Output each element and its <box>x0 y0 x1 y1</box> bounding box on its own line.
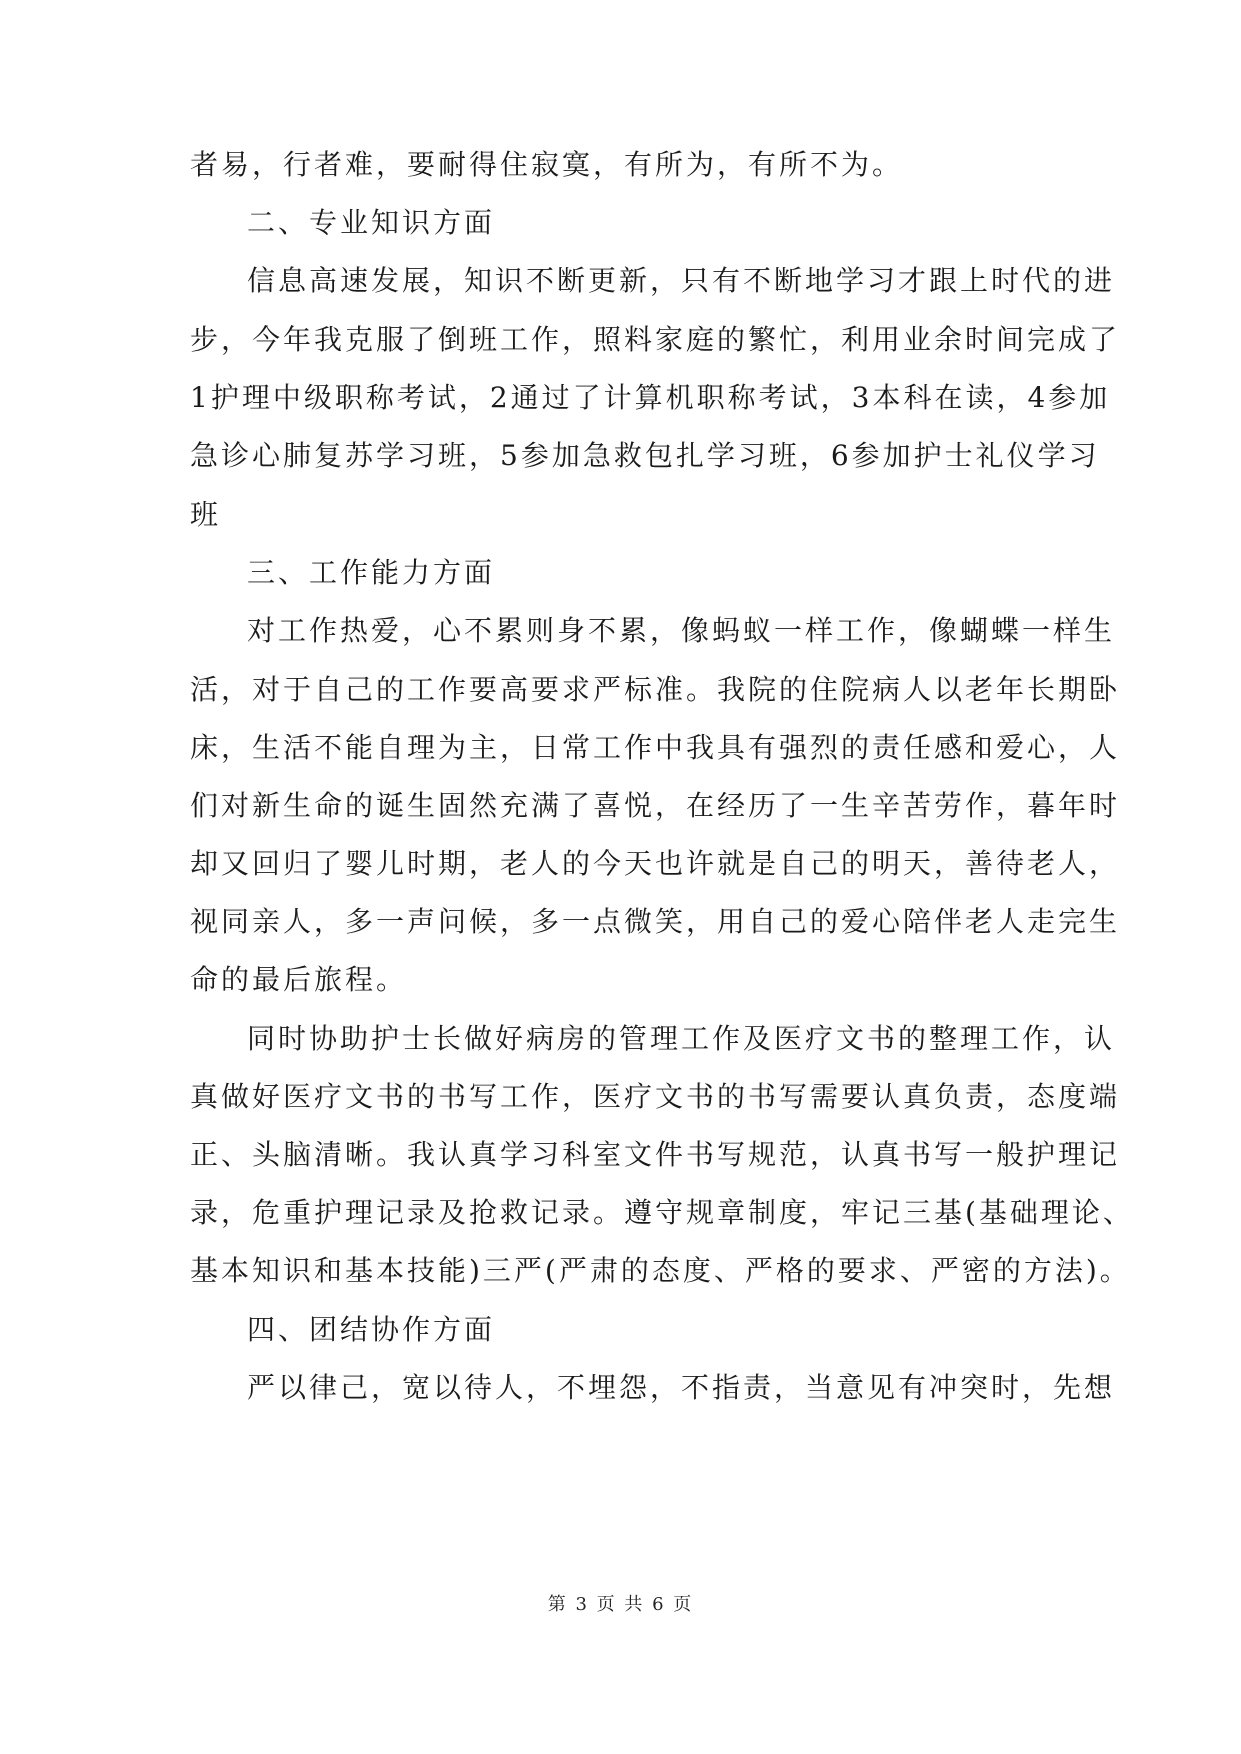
body-line: 信息高速发展，知识不断更新，只有不断地学习才跟上时代的进 <box>247 264 1116 297</box>
body-line: 却又回归了婴儿时期，老人的今天也许就是自己的明天，善待老人， <box>190 847 1121 880</box>
body-line: 命的最后旅程。 <box>190 963 408 996</box>
section-heading: 二、专业知识方面 <box>247 206 496 239</box>
body-line: 们对新生命的诞生固然充满了喜悦，在经历了一生辛苦劳作，暮年时 <box>190 789 1121 822</box>
body-line: 视同亲人，多一声问候，多一点微笑，用自己的爱心陪伴老人走完生 <box>190 905 1121 938</box>
body-line: 基本知识和基本技能)三严(严肃的态度、严格的要求、严密的方法)。 <box>190 1254 1131 1287</box>
page-footer: 第 3 页 共 6 页 <box>547 1594 694 1615</box>
body-line: 急诊心肺复苏学习班，5参加急救包扎学习班，6参加护士礼仪学习 <box>190 439 1100 472</box>
body-line: 步，今年我克服了倒班工作，照料家庭的繁忙，利用业余时间完成了 <box>190 323 1121 356</box>
body-line: 者易，行者难，要耐得住寂寞，有所为，有所不为。 <box>190 148 904 181</box>
body-line: 正、头脑清晰。我认真学习科室文件书写规范，认真书写一般护理记 <box>190 1138 1121 1171</box>
body-line: 床，生活不能自理为主，日常工作中我具有强烈的责任感和爱心，人 <box>190 731 1121 764</box>
body-line: 班 <box>190 498 222 531</box>
body-line: 1护理中级职称考试，2通过了计算机职称考试，3本科在读，4参加 <box>190 381 1111 414</box>
body-line: 真做好医疗文书的书写工作，医疗文书的书写需要认真负责，态度端 <box>190 1080 1121 1113</box>
body-line: 对工作热爱，心不累则身不累，像蚂蚁一样工作，像蝴蝶一样生 <box>247 614 1116 647</box>
body-line: 录，危重护理记录及抢救记录。遵守规章制度，牢记三基(基础理论、 <box>190 1196 1134 1229</box>
body-line: 严以律己，宽以待人，不埋怨，不指责，当意见有冲突时，先想 <box>247 1371 1116 1404</box>
section-heading: 四、团结协作方面 <box>247 1313 496 1346</box>
body-line: 同时协助护士长做好病房的管理工作及医疗文书的整理工作，认 <box>247 1022 1116 1055</box>
body-line: 活，对于自己的工作要高要求严标准。我院的住院病人以老年长期卧 <box>190 673 1121 706</box>
section-heading: 三、工作能力方面 <box>247 556 496 589</box>
